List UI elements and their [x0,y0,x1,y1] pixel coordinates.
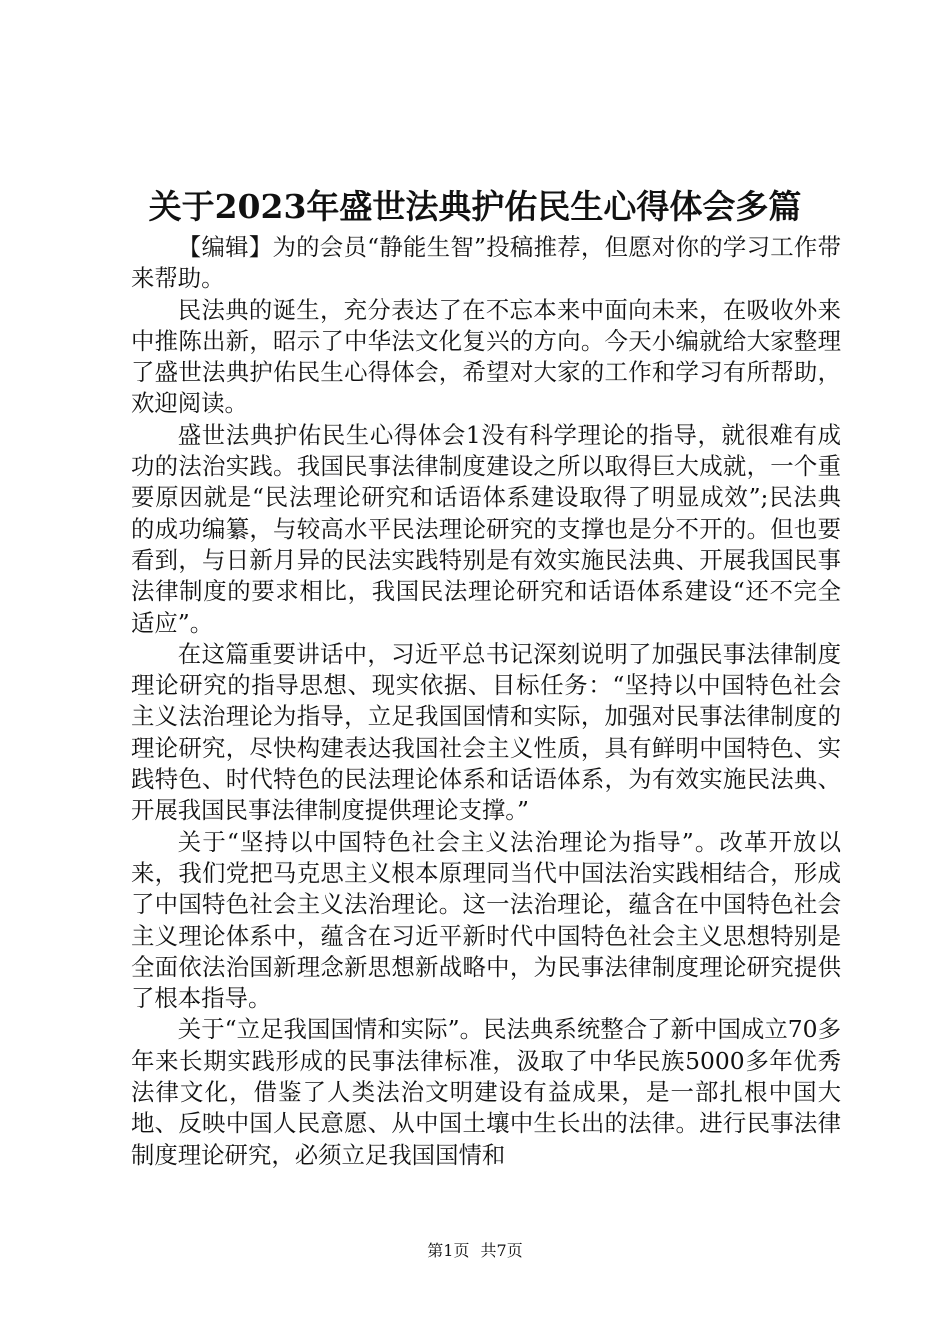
paragraph-theory-guidance: 关于“坚持以中国特色社会主义法治理论为指导”。改革开放以来，我们党把马克思主义根本原理同当代中国法治实践相结合，形成了中国特色社会主义法治理论。这一法治理论，蕴含在中国特色社会主义理论体系中，蕴含在习近平新时代中国特色社会主义思想特别是全面依法治国新理念新思想新战略中，为民事法律制度理论研究提供了根本指导。 [131,827,841,1013]
page-footer [0,1241,950,1261]
paragraph-editor-note: 【编辑】为的会员“静能生智”投稿推荐，但愿对你的学习工作带来帮助。 [131,233,841,293]
paragraph-national-conditions: 关于“立足我国国情和实际”。民法典系统整合了新中国成立70多年来长期实践形成的民事法律标准，汲取了中华民族5000多年优秀法律文化，借鉴了人类法治文明建设有益成果，是一部扎根中国大地、反映中国人民意愿、从中国土壤中生长出的法律。进行民事法律制度理论研究，必须立足我国国情和 [131,1015,841,1169]
page-number: 第1页 [427,1241,470,1260]
paragraph-intro: 民法典的诞生，充分表达了在不忘本来中面向未来，在吸收外来中推陈出新，昭示了中华法文化复兴的方向。今天小编就给大家整理了盛世法典护佑民生心得体会，希望对大家的工作和学习有所帮助，欢迎阅读。 [131,295,841,418]
document-title: 关于2023年盛世法典护佑民生心得体会多篇 [148,187,802,226]
page-total: 共7页 [480,1241,523,1260]
paragraph-essay-1: 盛世法典护佑民生心得体会1没有科学理论的指导，就很难有成功的法治实践。我国民事法律制度建设之所以取得巨大成就，一个重要原因就是“民法理论研究和话语体系建设取得了明显成效”;民法典的成功编纂，与较高水平民法理论研究的支撑也是分不开的。但也要看到，与日新月异的民法实践特别是有效实施民法典、开展我国民事法律制度的要求相比，我国民法理论研究和话语体系建设“还不完全适应”。 [131,420,841,637]
document-body [131,232,841,1171]
paragraph-speech: 在这篇重要讲话中，习近平总书记深刻说明了加强民事法律制度理论研究的指导思想、现实依据、目标任务：“坚持以中国特色社会主义法治理论为指导，立足我国国情和实际，加强对民事法律制度的理论研究，尽快构建表达我国社会主义性质，具有鲜明中国特色、实践特色、时代特色的民法理论体系和话语体系，为有效实施民法典、开展我国民事法律制度提供理论支撑。” [131,639,841,825]
